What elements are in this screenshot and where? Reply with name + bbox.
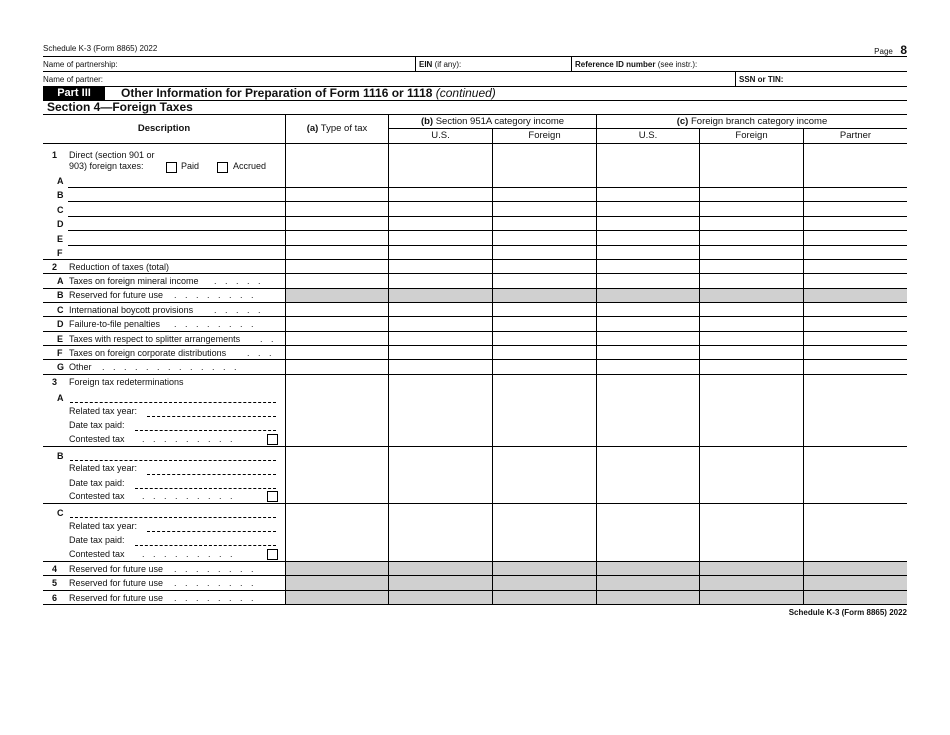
line-1b-entry-field[interactable] xyxy=(68,201,285,202)
leader-dots: . . . . . . . . xyxy=(174,593,257,603)
date-tax-paid-label: Date tax paid: xyxy=(69,478,125,488)
leader-dots: . . . . . . . . xyxy=(174,290,257,300)
leader-dots: . . . xyxy=(247,348,275,358)
line-2-letter: C xyxy=(57,305,64,315)
reference-id-field[interactable] xyxy=(575,60,697,69)
contested-tax-checkbox[interactable] xyxy=(267,549,278,560)
line-2-label: Failure-to-file penalties xyxy=(69,319,161,329)
part-title xyxy=(121,86,496,100)
paid-checkbox[interactable] xyxy=(166,162,177,173)
line-2-label: Taxes on foreign corporate distributions xyxy=(69,348,227,358)
col-a-code: (a) xyxy=(306,123,319,134)
contested-tax-checkbox[interactable] xyxy=(267,491,278,502)
paid-label: Paid xyxy=(181,161,200,171)
line-3b-related-year-field[interactable] xyxy=(147,474,276,475)
reference-id-label: Reference ID number xyxy=(575,60,656,69)
related-tax-year-label: Related tax year: xyxy=(69,463,138,473)
line-1-text-2: 903) foreign taxes: xyxy=(69,161,144,171)
accrued-label: Accrued xyxy=(233,161,267,171)
partner-name-field[interactable]: Name of partner: xyxy=(43,75,104,84)
line-4-label: Reserved for future use xyxy=(69,564,164,574)
leader-dots: . . xyxy=(260,334,277,344)
part-title-text: Other Information for Preparation of Form 1116 or 1118 xyxy=(121,86,433,100)
col-b-us: U.S. xyxy=(431,130,450,141)
line-1-text-1: Direct (section 901 or xyxy=(69,150,155,160)
line-3-group-letter: B xyxy=(57,451,64,461)
col-description: Description xyxy=(137,123,191,134)
line-3-text: Foreign tax redeterminations xyxy=(69,377,184,387)
line-2-label: Taxes on foreign mineral income xyxy=(69,276,199,286)
line-2-letter: B xyxy=(57,290,64,300)
line-3b-date-paid-field[interactable] xyxy=(135,488,276,489)
ein-label: EIN xyxy=(419,60,433,69)
accrued-checkbox[interactable] xyxy=(217,162,228,173)
partnership-name-field[interactable]: Name of partnership: xyxy=(43,60,118,69)
contested-tax-label: Contested tax xyxy=(69,434,125,444)
leader-dots: . . . . . xyxy=(214,305,264,315)
related-tax-year-label: Related tax year: xyxy=(69,521,138,531)
form-name: Schedule K-3 (Form 8865) 2022 xyxy=(43,44,158,53)
related-tax-year-label: Related tax year: xyxy=(69,406,138,416)
line-1-row-letter: E xyxy=(57,234,64,244)
line-2-label: Taxes with respect to splitter arrangements xyxy=(69,334,241,344)
contested-tax-checkbox[interactable] xyxy=(267,434,278,445)
part-title-suffix: (continued) xyxy=(435,86,496,100)
page-number-value: 8 xyxy=(900,43,907,57)
col-c-us: U.S. xyxy=(638,130,658,141)
line-3c-date-paid-field[interactable] xyxy=(135,545,276,546)
line-1-row-letter: B xyxy=(57,190,64,200)
col-b-foreign: Foreign xyxy=(528,130,561,141)
leader-dots: . . . . . . . . . xyxy=(142,491,236,501)
date-tax-paid-label: Date tax paid: xyxy=(69,535,125,545)
line-1c-entry-field[interactable] xyxy=(68,216,285,217)
line-3c-entry[interactable] xyxy=(70,517,276,518)
line-2-letter: D xyxy=(57,319,64,329)
line-3a-related-year-field[interactable] xyxy=(147,416,276,417)
leader-dots: . . . . . . . . xyxy=(174,578,257,588)
line-2-text: Reduction of taxes (total) xyxy=(69,262,170,272)
leader-dots: . . . . . . . . xyxy=(174,319,257,329)
line-4-number: 4 xyxy=(52,564,58,574)
ein-field[interactable] xyxy=(419,60,461,69)
contested-tax-label: Contested tax xyxy=(69,491,125,501)
ein-sub: (if any): xyxy=(434,60,462,69)
line-1e-entry-field[interactable] xyxy=(68,245,285,246)
line-3-group-letter: C xyxy=(57,508,64,518)
line-2-label: Reserved for future use xyxy=(69,290,164,300)
line-3b-entry[interactable] xyxy=(70,460,276,461)
line-5-number: 5 xyxy=(52,578,58,588)
line-3a-date-paid-field[interactable] xyxy=(135,430,276,431)
line-2-label: International boycott provisions xyxy=(69,305,194,315)
col-b-label: Section 951A category income xyxy=(435,116,565,127)
reference-id-sub: (see instr.): xyxy=(657,60,698,69)
line-1a-entry-field[interactable] xyxy=(68,187,285,188)
ssn-field[interactable]: SSN or TIN: xyxy=(739,75,784,84)
line-1-row-letter: F xyxy=(57,248,63,258)
footer-form-name: Schedule K-3 (Form 8865) 2022 xyxy=(788,608,907,617)
line-2-label: Other xyxy=(69,362,92,372)
line-6-label: Reserved for future use xyxy=(69,593,164,603)
line-3c-related-year-field[interactable] xyxy=(147,531,276,532)
line-3-group-letter: A xyxy=(57,393,64,403)
col-c-code: (c) xyxy=(676,116,689,127)
col-a-type-of-tax xyxy=(286,123,388,134)
date-tax-paid-label: Date tax paid: xyxy=(69,420,125,430)
col-c-foreign-branch xyxy=(597,116,907,127)
line-1-row-letter: D xyxy=(57,219,64,229)
section-title: Section 4—Foreign Taxes xyxy=(47,100,193,114)
line-2-letter: A xyxy=(57,276,64,286)
line-1-number: 1 xyxy=(52,150,58,160)
col-b-code: (b) xyxy=(420,116,434,127)
col-c-foreign: Foreign xyxy=(735,130,768,141)
line-2-letter: F xyxy=(57,348,63,358)
line-5-label: Reserved for future use xyxy=(69,578,164,588)
leader-dots: . . . . . . . . . . . . . xyxy=(102,362,240,372)
col-a-label: Type of tax xyxy=(320,123,368,134)
line-3-number: 3 xyxy=(52,377,58,387)
page-label: Page xyxy=(874,47,893,56)
leader-dots: . . . . . . . . . xyxy=(142,434,236,444)
leader-dots: . . . . . . . . xyxy=(174,564,257,574)
col-b-section-951a xyxy=(389,116,596,127)
col-c-label: Foreign branch category income xyxy=(691,116,828,127)
line-2-letter: E xyxy=(57,334,64,344)
part-tag: Part III xyxy=(43,86,105,100)
line-2-letter: G xyxy=(57,362,65,372)
contested-tax-label: Contested tax xyxy=(69,549,125,559)
leader-dots: . . . . . . . . . xyxy=(142,549,236,559)
line-1d-entry-field[interactable] xyxy=(68,230,285,231)
line-3a-entry[interactable] xyxy=(70,402,276,403)
line-2-number: 2 xyxy=(52,262,58,272)
line-6-number: 6 xyxy=(52,593,58,603)
leader-dots: . . . . . xyxy=(214,276,264,286)
line-1-row-letter: C xyxy=(57,205,64,215)
col-c-partner: Partner xyxy=(839,130,872,141)
line-1-row-letter: A xyxy=(57,176,64,186)
